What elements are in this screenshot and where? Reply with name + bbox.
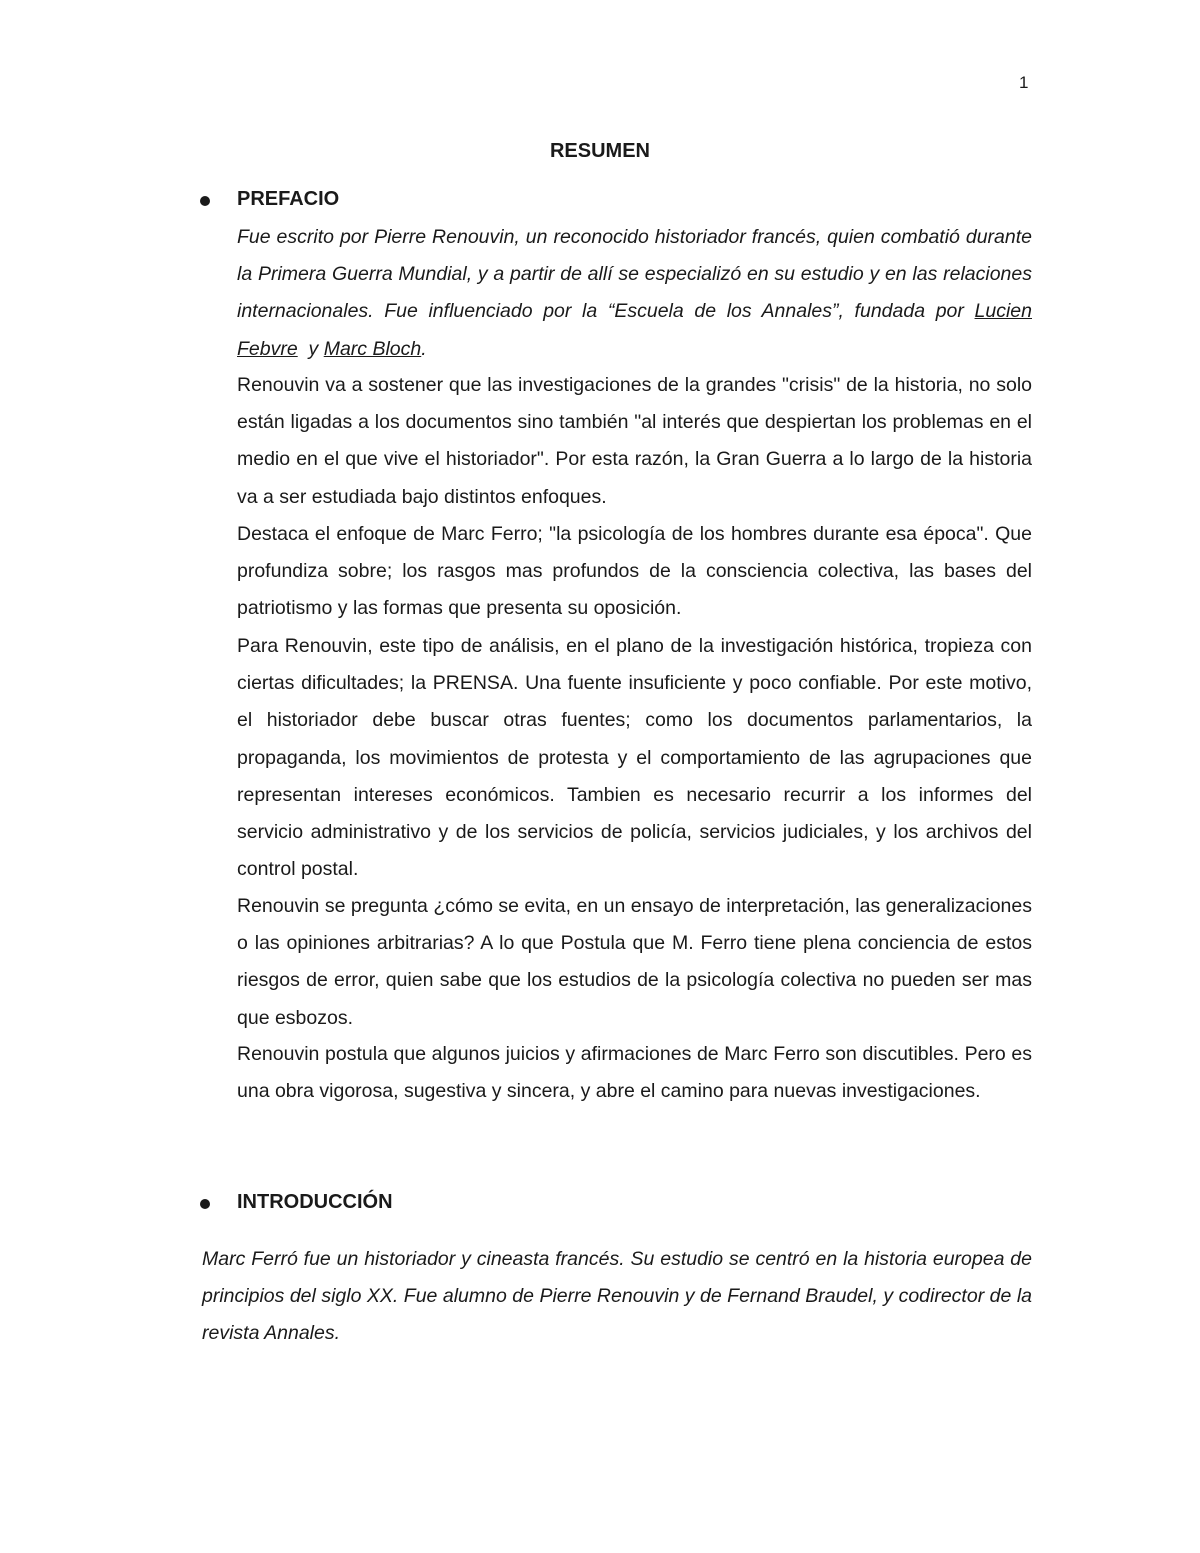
bullet-icon	[200, 1199, 210, 1209]
prefacio-paragraph-1	[237, 219, 1032, 368]
document-title: RESUMEN	[549, 140, 650, 162]
introduccion-paragraph-1: Marc Ferró fue un historiador y cineasta francés. Su estudio se centró en la historia europea de principios del siglo XX. Fue alumno de Pierre Renouvin y de Fernand Braudel, y codirector de la revista Annales.	[202, 1248, 1032, 1345]
prefacio-paragraph-6: Renouvin postula que algunos juicios y afirmaciones de Marc Ferro son discutibles. Pero es una obra vigorosa, sugestiva y sincera, y abre el camino para nuevas investigaciones.	[237, 1043, 1032, 1103]
prefacio-p1-end: .	[421, 337, 427, 360]
bullet-icon	[200, 196, 210, 206]
prefacio-p1-between: y	[297, 337, 324, 360]
page-number: 1	[1019, 73, 1029, 92]
link-marc-bloch[interactable]: Marc Bloch	[323, 337, 422, 360]
prefacio-paragraph-5: Renouvin se pregunta ¿cómo se evita, en un ensayo de interpretación, las generalizaciones o las opiniones arbitrarias? A lo que Postula que M. Ferro tiene plena conciencia de estos riesgos de error, quien sabe que los estudios de la psicología colectiva no pueden ser mas que esbozos.	[237, 895, 1032, 1029]
prefacio-paragraph-3: Destaca el enfoque de Marc Ferro; "la psicología de los hombres durante esa época". Que profundiza sobre; los rasgos mas profundos de la consciencia colectiva, las bases del patriotismo y las formas que presenta su oposición.	[237, 523, 1032, 620]
prefacio-paragraph-2: Renouvin va a sostener que las investigaciones de la grandes "crisis" de la historia, no solo están ligadas a los documentos sino también "al interés que despiertan los problemas en el medio en el que vive el historiador". Por esta razón, la Gran Guerra a lo largo de la historia va a ser estudiada bajo distintos enfoques.	[237, 374, 1032, 508]
section-heading-introduccion: INTRODUCCIÓN	[237, 1191, 393, 1213]
section-heading-prefacio: PREFACIO	[237, 188, 340, 210]
prefacio-paragraph-4: Para Renouvin, este tipo de análisis, en el plano de la investigación histórica, tropieza con ciertas dificultades; la PRENSA. Una fuente insuficiente y poco confiable. Por este motivo, el historiador debe buscar otras fuentes; como los documentos parlamentarios, la propaganda, los movimientos de protesta y el comportamiento de las agrupaciones que representan intereses económicos. Tambien es necesario recurrir a los informes del servicio administrativo y de los servicios de policía, servicios judiciales, y los archivos del control postal.	[237, 635, 1032, 881]
prefacio-p1-text: Fue escrito por Pierre Renouvin, un reconocido historiador francés, quien combatió durante la Primera Guerra Mundial, y a partir de allí se especializó en su estudio y en las relaciones internacionales. Fue influenciado por la “Escuela de los Annales”, fundada por	[237, 226, 1032, 323]
link-lucien-febvre[interactable]: Lucien Febvre	[237, 300, 1032, 360]
